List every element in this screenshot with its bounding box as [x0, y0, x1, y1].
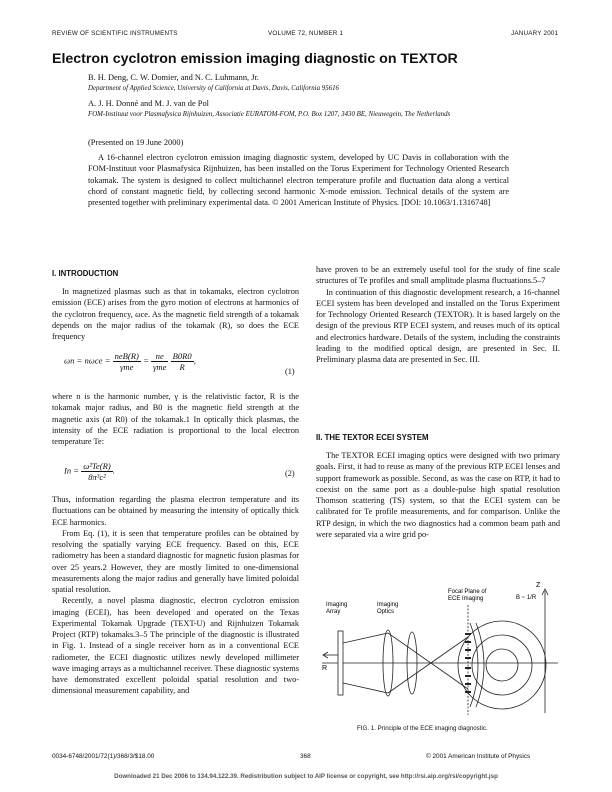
label-imaging-optics	[377, 602, 400, 615]
presented-date: (Presented on 19 June 2000)	[88, 138, 184, 147]
eq1-denominator-a: γme	[120, 362, 134, 372]
label-imaging-array-l1: Imaging	[326, 602, 348, 608]
figure-1-caption: FIG. 1. Principle of the ECE imaging diagnostic.	[357, 725, 488, 732]
author-line-2: A. J. H. Donné and M. J. van de Pol	[88, 99, 209, 108]
figure-1-diagram	[316, 573, 562, 718]
intro-paragraphs-3-5	[52, 494, 299, 697]
label-b-field: B ~ 1/R	[516, 595, 537, 601]
abstract-text: A 16-channel electron cyclotron emission imaging diagnostic system, developed by UC Davis in collaboration with the FOM-Instituut voor Plasmafysica Rijnhuizen, has been installed on the Torus Experiment for Technology Oriented Research tokamak. The system is designed to collect multichannel electron temperature profile and fluctuation data along a vertical chord of constant magnetic field, by collecting second harmonic X-mode emission. Technical details of the system are presented together with preliminary experimental data. © 2001 American Institute of Physics. [DOI: 10.1063/1.1316748]	[88, 153, 509, 208]
right-text-1: have proven to be an extremely useful tool for the study of fine scale structures of Te profiles and small amplitude plasma fluctuations.5–7	[316, 265, 560, 286]
eq1-fraction-b	[151, 351, 168, 372]
paper-title: Electron cyclotron emission imaging diagnostic on TEXTOR	[52, 51, 458, 67]
intro-text-2: where n is the harmonic number, γ is the relativistic factor, R is the tokamak major radius, and B0 is the magnetic field strength at the magnetic axis (at R0) of the tokamak.1 In optically thick plasmas, the intensity of the ECE radiation is proportional to the local electron temperature Te:	[52, 392, 299, 446]
label-imaging-array-l2: Array	[326, 609, 341, 615]
download-notice[interactable]: Downloaded 21 Dec 2006 to 134.94.122.39. Redistribution subject to AIP license or copyright, see http://rsi.aip.org/rsi/copyright.jsp	[114, 773, 498, 780]
eq1-numerator-c: B0R0	[172, 351, 192, 361]
footer-copyright: © 2001 American Institute of Physics	[426, 753, 531, 760]
page-number: 368	[300, 753, 311, 760]
right-text-2: In continuation of this diagnostic development research, a 16-channel ECEI system has been developed and installed on the Torus Experiment for Technology Oriented Research (TEXTOR). It is based largely on the design of the previous RTP ECEI system, and reuses much of its optical and electronics hardware. Details of the system, including the constraints leading to the modified optical design, are presented in Sec. II. Preliminary plasma data are presented in Sec. III.	[316, 287, 560, 364]
label-imaging-optics-l1: Imaging	[377, 602, 399, 608]
eq1-lhs: ωn = nωce =	[64, 355, 111, 366]
intro-text-5: Recently, a novel plasma diagnostic, electron cyclotron emission imaging (ECEI), has been developed and operated on the Texas Experimental Tokamak Upgrade (TEXT-U) and Rijnhuizen Tokamak Project (RTP) tokamaks.3–5 The principle of the diagnostic is illustrated in Fig. 1. Instead of a single receiver horn as in a conventional ECE radiometer, the ECEI diagnostic utilizes newly developed millimeter wave imaging arrays as a multichannel receiver. These diagnostic systems have demonstrated excellent poloidal spatial resolution and two-dimensional measurement capability, and	[52, 596, 299, 696]
label-focal-plane-l2: ECE Imaging	[448, 596, 484, 602]
affiliation-2: FOM-Instituut voor Plasmafysica Rijnhuizen, Associatie EURATOM-FOM, P.O. Box 1207, 3430 BE, Nieuwegein, The Netherlands	[88, 111, 451, 118]
section-heading-introduction: I. INTRODUCTION	[52, 269, 119, 278]
journal-name: REVIEW OF SCIENTIFIC INSTRUMENTS	[52, 30, 178, 37]
intro-text-3: Thus, information regarding the plasma electron temperature and its fluctuations can be obtained by measuring the intensity of optically thick ECE harmonics.	[52, 495, 299, 527]
abstract	[88, 152, 509, 208]
label-z: Z	[536, 582, 541, 589]
eq1-numerator-b: ne	[151, 351, 168, 362]
issue-date: JANUARY 2001	[511, 30, 559, 37]
equation-2: In = $\frac{\text{ω²Te(R)}}{\text{8π³c²}}$ .	[64, 461, 115, 482]
section-2-paragraph	[316, 450, 560, 540]
right-column-text	[316, 264, 560, 365]
eq1-equals: =	[143, 355, 149, 366]
eq1-numerator-a: neB(R)	[114, 351, 139, 361]
author-line-1: B. H. Deng, C. W. Domier, and N. C. Luhmann, Jr.	[88, 73, 259, 82]
equation-1-number: (1)	[285, 367, 295, 376]
eq2-denominator: 8π³c²	[88, 472, 106, 482]
label-focal-plane-l1: Focal Plane of	[448, 589, 487, 595]
intro-text-1: In magnetized plasmas such as that in tokamaks, electron cyclotron emission (ECE) arises from the gyro motion of electrons at harmonics of the cyclotron frequency, ωce. As the magnetic field strength of a tokamak depends on the major radius of the tokamak (R), so does the ECE frequency	[52, 287, 299, 341]
equation-1: ωn = nωce = $\frac{\text{neB(R)}}{\text{γme}}$ = $\frac{ne}{\text{γme}}$ $\frac{B0R0}{R}$ ,	[64, 351, 196, 372]
eq1-denominator-b: γme	[153, 362, 167, 372]
plasma-cross-section	[458, 621, 546, 709]
eq2-fraction	[81, 461, 112, 482]
label-imaging-optics-l2: Optics	[377, 609, 395, 615]
eq2-numerator: ω²Te(R)	[83, 461, 111, 471]
volume-number: VOLUME 72, NUMBER 1	[268, 30, 344, 37]
footer-code: 0034-6748/2001/72(1)/368/3/$18.00	[52, 753, 155, 760]
label-r: R	[322, 665, 328, 672]
label-focal-plane	[448, 589, 488, 602]
eq2-lhs: In =	[64, 465, 80, 476]
section-heading-textor-ecei: II. THE TEXTOR ECEI SYSTEM	[316, 433, 429, 442]
intro-text-4: From Eq. (1), it is seen that temperature profiles can be obtained by resolving the spatially varying ECE frequency. Based on this, ECE radiometry has been a standard diagnostic for magnetic fusion plasmas for over 25 years.2 However, they are mostly limited to one-dimensional measurements along the major radius and generally have limited poloidal spatial resolution.	[52, 528, 299, 594]
intro-paragraph-1	[52, 286, 299, 342]
section-2-text: The TEXTOR ECEI imaging optics were designed with two primary goals. First, it had to reuse as many of the previous RTP ECEI lenses and support framework as possible. Second, as was the case on RTP, it had to coexist on the same port as a double-pulse high spatial resolution Thomson scattering (TS) system, so that the ECEI system can be calibrated for Te profile measurements, and for comparison. Unlike the RTP design, in which the two diagnostics had a common beam path and were separated via a wire grid po-	[316, 451, 560, 539]
intro-paragraph-2	[52, 391, 299, 447]
imaging-array	[338, 631, 343, 695]
eq1-fraction-c	[171, 351, 194, 372]
equation-2-number: (2)	[285, 469, 295, 478]
eq1-denominator-c: R	[179, 362, 185, 372]
affiliation-1: Department of Applied Science, University of California at Davis, Davis, California 95616	[88, 85, 339, 92]
eq1-fraction-a	[113, 351, 141, 372]
label-imaging-array	[326, 602, 349, 615]
